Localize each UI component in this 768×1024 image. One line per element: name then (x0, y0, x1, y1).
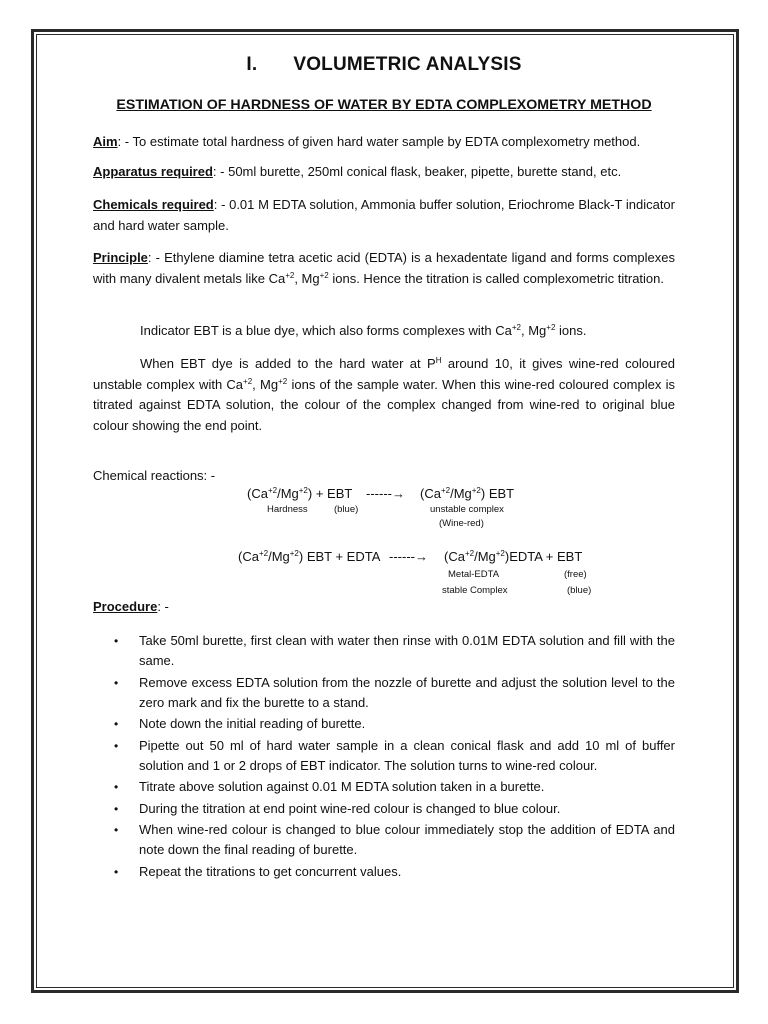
reaction-1-label-hardness: Hardness (267, 504, 308, 515)
list-item (93, 777, 675, 797)
bullet-icon: • (114, 717, 119, 731)
reaction-text: (Ca (238, 549, 259, 564)
reaction-text: )EDTA + EBT (504, 549, 583, 564)
reaction-1-arrow: ------→ (366, 486, 405, 501)
principle-label: Principle (93, 250, 148, 265)
list-item (93, 736, 675, 776)
chemicals-paragraph (93, 195, 675, 236)
page-title (93, 54, 675, 76)
superscript: +2 (440, 486, 451, 495)
indicator-text: , Mg (521, 323, 547, 338)
bullet-icon: • (114, 738, 119, 753)
superscript: +2 (298, 486, 308, 495)
reaction-text: (Ca (247, 486, 268, 501)
list-item (93, 631, 675, 671)
bullet-icon: • (114, 801, 119, 816)
reaction-1-label-blue: (blue) (334, 504, 359, 515)
ebt-text: , Mg (252, 376, 279, 392)
reaction-2-reactants (238, 549, 380, 564)
step-text: When wine-red colour is changed to blue colour immediately stop the addition of EDTA and note down the final reading of burette. (139, 822, 675, 857)
superscript: +2 (464, 549, 475, 558)
superscript: +2 (285, 270, 295, 280)
superscript: +2 (243, 376, 253, 386)
superscript: +2 (495, 549, 505, 558)
step-text: Take 50ml burette, first clean with water then rinse with 0.01M EDTA solution and fill with the same. (139, 633, 675, 668)
reaction-2-label-stable: stable Complex (442, 585, 508, 596)
procedure-list (93, 631, 675, 883)
reaction-1-label-winered: (Wine-red) (439, 518, 484, 529)
chemicals-label: Chemicals required (93, 197, 214, 212)
indicator-text: Indicator EBT is a blue dye, which also forms complexes with Ca (140, 323, 512, 338)
reaction-text: /Mg (450, 486, 472, 501)
reaction-1-reactants (247, 486, 352, 501)
reaction-text: /Mg (277, 486, 299, 501)
principle-text: ions. Hence the titration is called complexometric titration. (328, 270, 665, 286)
superscript: +2 (267, 486, 278, 495)
reaction-text: /Mg (474, 549, 496, 564)
apparatus-label: Apparatus required (93, 164, 213, 179)
principle-text: , Mg (294, 270, 320, 286)
superscript: +2 (546, 323, 556, 332)
reaction-1-products (420, 486, 514, 501)
bullet-icon: • (114, 780, 119, 794)
step-text: Titrate above solution against 0.01 M EDTA solution taken in a burette. (139, 779, 545, 794)
aim-paragraph (93, 132, 675, 153)
superscript: +2 (258, 549, 269, 558)
ebt-paragraph (93, 354, 675, 436)
bullet-icon: • (114, 864, 119, 879)
reaction-text: (Ca (420, 486, 441, 501)
reaction-2-label-metal-edta: Metal-EDTA (448, 569, 500, 580)
list-item (93, 673, 675, 713)
superscript: +2 (278, 376, 288, 386)
experiment-title: ESTIMATION OF HARDNESS OF WATER BY EDTA COMPLEXOMETRY METHOD (116, 97, 652, 113)
procedure-suffix: : - (157, 599, 169, 614)
chemicals-text: : - 0.01 M EDTA solution, Ammonia buffer solution, Eriochrome Black-T indicator and hard water sample. (93, 197, 675, 233)
bullet-icon: • (114, 634, 119, 648)
list-item (93, 799, 675, 819)
section-number: I. (246, 54, 258, 75)
principle-text: : - Ethylene diamine tetra acetic acid (EDTA) is a hexadentate ligand and forms complexes with many divalent metals like Ca (93, 250, 675, 286)
procedure-label: Procedure (93, 599, 158, 614)
reaction-text: ) EBT (480, 486, 515, 501)
reactions-heading: Chemical reactions: - (93, 468, 216, 483)
ebt-text: When EBT dye is added to the hard water at P (140, 356, 436, 371)
aim-text: : - To estimate total hardness of given hard water sample by EDTA complexometry method. (117, 134, 641, 149)
reaction-2-products (444, 549, 582, 564)
reaction-2-label-free: (free) (564, 569, 587, 580)
list-item (93, 820, 675, 860)
step-text: Repeat the titrations to get concurrent values. (139, 863, 402, 879)
principle-paragraph (93, 248, 675, 289)
step-text: Note down the initial reading of burette. (139, 716, 366, 731)
superscript: H (435, 356, 442, 365)
step-text: Remove excess EDTA solution from the nozzle of burette and adjust the solution level to the zero mark and fix the burette to a stand. (139, 674, 675, 710)
superscript: +2 (511, 323, 521, 332)
aim-label: Aim (93, 134, 118, 149)
superscript: +2 (289, 549, 299, 558)
reaction-text: (Ca (444, 549, 465, 564)
procedure-heading (93, 599, 169, 614)
section-title: VOLUMETRIC ANALYSIS (293, 54, 522, 75)
step-text: Pipette out 50 ml of hard water sample in a clean conical flask and add 10 ml of buffer solution and 1 or 2 drops of EBT indicator. The solution turns to wine-red colour. (139, 737, 675, 773)
reaction-2-label-blue: (blue) (567, 585, 592, 596)
bullet-icon: • (114, 675, 119, 690)
list-item (93, 714, 675, 734)
indicator-text: ions. (555, 323, 587, 338)
indicator-paragraph (93, 321, 675, 342)
superscript: +2 (319, 270, 329, 280)
apparatus-paragraph (93, 162, 675, 183)
step-text: During the titration at end point wine-red colour is changed to blue colour. (139, 800, 561, 816)
reaction-text: ) EBT + EDTA (298, 549, 381, 564)
ebt-text: around 10, it gives wine-red coloured unstable complex with Ca (93, 356, 676, 392)
list-item (93, 862, 675, 882)
reaction-text: /Mg (268, 549, 290, 564)
reaction-2-arrow: ------→ (389, 549, 428, 564)
reaction-text: ) + EBT (307, 486, 353, 501)
reaction-1-label-unstable: unstable complex (430, 504, 504, 515)
bullet-icon: • (114, 823, 119, 837)
apparatus-text: : - 50ml burette, 250ml conical flask, beaker, pipette, burette stand, etc. (212, 164, 622, 179)
ebt-text: ions of the sample water. When this wine-red coloured complex is titrated against EDTA solution, the colour of the complex changed from wine-red to original blue colour showing the end point. (93, 376, 675, 433)
superscript: +2 (471, 486, 481, 495)
